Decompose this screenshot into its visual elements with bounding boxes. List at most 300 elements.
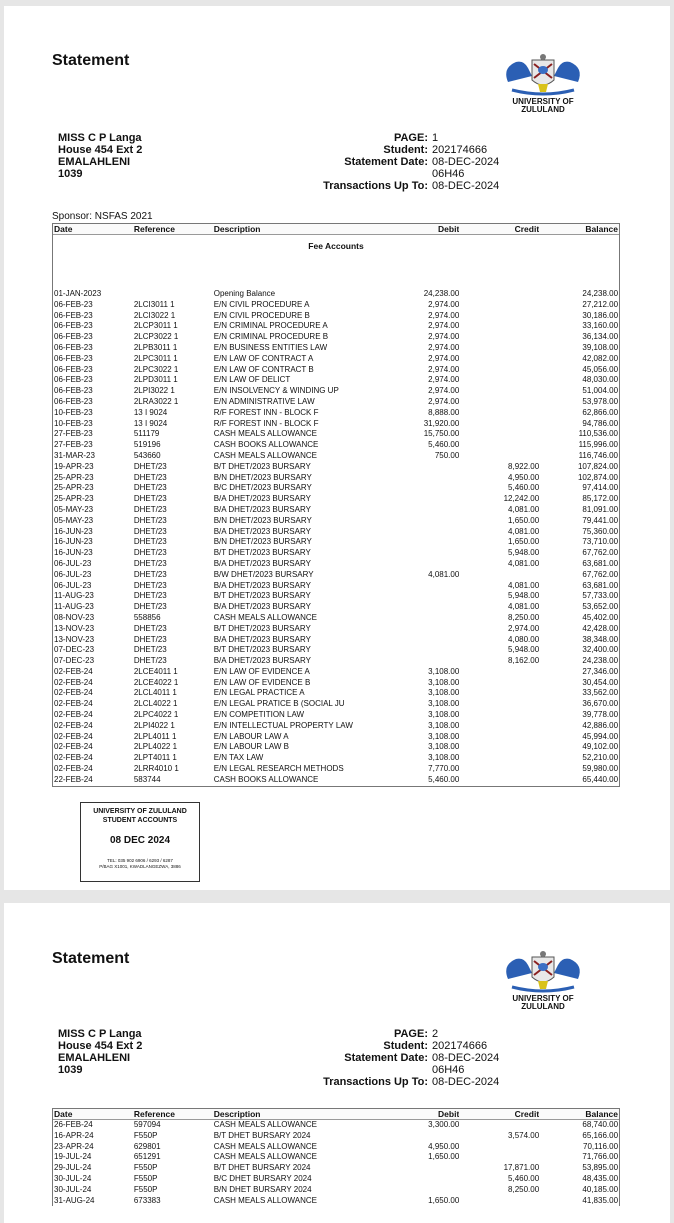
- cell-reference: 2LCI3011 1: [133, 299, 175, 309]
- cell-description: E/N ADMINISTRATIVE LAW: [213, 396, 315, 406]
- student-number: 202174666: [432, 144, 488, 156]
- cell-reference: DHET/23: [133, 645, 167, 655]
- cell-credit: 5,948.00: [508, 645, 540, 655]
- cell-description: CASH BOOKS ALLOWANCE: [213, 774, 319, 784]
- cell-date: 30-JUL-24: [54, 1184, 92, 1194]
- cell-credit: [459, 354, 539, 365]
- cell-description: E/N LEGAL PRATICE B (SOCIAL JU: [213, 699, 345, 709]
- cell-balance: 33,160.00: [582, 321, 619, 331]
- cell-description: B/N DHET BURSARY 2024: [213, 1184, 312, 1194]
- cell-credit: 8,922.00: [508, 461, 540, 471]
- header-description: Description: [213, 224, 261, 234]
- cell-date: 16-JUN-23: [54, 526, 93, 536]
- cell-balance: 102,874.00: [577, 472, 619, 482]
- cell-reference: DHET/23: [133, 602, 167, 612]
- cell-credit: 1,650.00: [508, 515, 540, 525]
- cell-date: 02-FEB-24: [54, 666, 93, 676]
- cell-balance: 38,348.00: [582, 634, 619, 644]
- cell-balance: 33,562.00: [582, 688, 619, 698]
- cell-credit: 5,948.00: [508, 591, 540, 601]
- cell-reference: 2LCI3022 1: [133, 310, 176, 320]
- cell-credit: [459, 570, 539, 581]
- cell-reference: DHET/23: [133, 515, 167, 525]
- cell-description: E/N CRIMINAL PROCEDURE B: [213, 332, 329, 342]
- cell-balance: 70,116.00: [583, 1141, 619, 1151]
- cell-debit: 2,974.00: [428, 375, 460, 385]
- cell-reference: 651291: [133, 1152, 161, 1162]
- cell-reference: DHET/23: [133, 623, 167, 633]
- table-row: [53, 656, 619, 667]
- cell-credit: [459, 678, 539, 689]
- header-reference: Reference: [133, 224, 175, 234]
- cell-balance: 75,360.00: [582, 526, 619, 536]
- cell-debit: 3,108.00: [428, 731, 460, 741]
- table-row: [53, 775, 619, 786]
- cell-reference: 2LCL4022 1: [133, 699, 178, 709]
- cell-credit: 5,460.00: [508, 1173, 540, 1183]
- transactions-upto-label: Transactions Up To:: [323, 1076, 428, 1088]
- address-block: [58, 1028, 142, 1076]
- table-body: [53, 289, 619, 786]
- cell-reference: 2LPL4022 1: [133, 742, 178, 752]
- table-row: [53, 1131, 619, 1142]
- cell-debit: 3,108.00: [428, 666, 460, 676]
- page-label: PAGE:: [393, 1028, 428, 1040]
- cell-debit: 15,750.00: [423, 429, 460, 439]
- cell-credit: [459, 688, 539, 699]
- stamp-date: 08 DEC 2024: [109, 835, 171, 846]
- cell-debit: 31,920.00: [423, 418, 460, 428]
- cell-credit: 4,081.00: [508, 558, 540, 568]
- cell-credit: 5,948.00: [508, 548, 540, 558]
- cell-date: 25-APR-23: [54, 472, 94, 482]
- cell-credit: [459, 721, 539, 732]
- table-row: [53, 321, 619, 332]
- cell-debit: [385, 613, 459, 624]
- cell-reference: DHET/23: [133, 591, 167, 601]
- cell-date: 19-JUL-24: [54, 1152, 92, 1162]
- cell-reference: 673383: [133, 1195, 161, 1205]
- stamp-line: UNIVERSITY OF ZULULAND: [93, 808, 187, 815]
- cell-credit: [459, 365, 539, 376]
- cell-description: CASH MEALS ALLOWANCE: [213, 1141, 318, 1151]
- cell-balance: 27,212.00: [582, 299, 619, 309]
- cell-description: B/T DHET/2023 BURSARY: [213, 548, 311, 558]
- table-row: [53, 678, 619, 689]
- cell-credit: [459, 1152, 539, 1163]
- cell-balance: 39,778.00: [582, 710, 619, 720]
- statement-page-1: [4, 6, 670, 890]
- statement-date: 08-DEC-2024 06H46: [432, 156, 500, 180]
- table-row: [53, 667, 619, 678]
- cell-description: B/C DHET BURSARY 2024: [213, 1173, 312, 1183]
- cell-description: B/A DHET/2023 BURSARY: [213, 504, 311, 514]
- cell-reference: DHET/23: [133, 634, 167, 644]
- stamp-address: P/BAG X1001, KWADLANGEZWA, 3886: [99, 864, 181, 869]
- cell-date: 06-FEB-23: [54, 332, 93, 342]
- header-balance: Balance: [585, 1109, 619, 1119]
- cell-date: 02-FEB-24: [54, 753, 93, 763]
- cell-credit: [459, 1142, 539, 1153]
- stamp-line: STUDENT ACCOUNTS: [102, 817, 178, 824]
- cell-reference: 2LRA3022 1: [133, 396, 179, 406]
- cell-credit: [459, 667, 539, 678]
- header-date: Date: [54, 1109, 73, 1119]
- table-body: [53, 1120, 619, 1206]
- cell-description: B/N DHET/2023 BURSARY: [213, 537, 312, 547]
- cell-date: 08-NOV-23: [54, 612, 95, 622]
- cell-debit: [385, 462, 459, 473]
- cell-credit: [459, 300, 539, 311]
- cell-debit: [385, 505, 459, 516]
- cell-debit: [385, 1174, 459, 1185]
- cell-balance: 30,186.00: [582, 310, 619, 320]
- cell-date: 22-FEB-24: [54, 774, 93, 784]
- cell-reference: DHET/23: [133, 548, 167, 558]
- cell-date: 25-APR-23: [54, 483, 94, 493]
- cell-balance: 36,670.00: [582, 699, 619, 709]
- cell-balance: 71,766.00: [582, 1152, 619, 1162]
- cell-balance: 53,895.00: [582, 1163, 619, 1173]
- cell-description: B/W DHET/2023 BURSARY: [213, 569, 314, 579]
- cell-credit: [459, 753, 539, 764]
- cell-balance: 63,681.00: [582, 558, 619, 568]
- cell-balance: 52,210.00: [582, 753, 619, 763]
- cell-credit: [459, 764, 539, 775]
- table-row: [53, 1120, 619, 1131]
- cell-description: B/T DHET/2023 BURSARY: [213, 591, 311, 601]
- cell-debit: [385, 559, 459, 570]
- cell-date: 07-DEC-23: [54, 645, 95, 655]
- cell-credit: 2,974.00: [508, 623, 540, 633]
- cell-date: 07-DEC-23: [54, 656, 95, 666]
- university-name: UNIVERSITY OF ZULULAND: [512, 994, 574, 1011]
- cell-description: B/A DHET/2023 BURSARY: [213, 602, 311, 612]
- cell-debit: 3,108.00: [428, 753, 460, 763]
- cell-reference: 2LPD3011 1: [133, 375, 178, 385]
- cell-description: B/T DHET/2023 BURSARY: [213, 461, 311, 471]
- table-row: [53, 1142, 619, 1153]
- cell-date: 30-JUL-24: [54, 1173, 92, 1183]
- cell-debit: [385, 516, 459, 527]
- cell-balance: 79,441.00: [582, 515, 619, 525]
- cell-date: 13-NOV-23: [54, 634, 95, 644]
- cell-balance: 67,762.00: [582, 569, 619, 579]
- header-debit: Debit: [438, 1109, 460, 1119]
- cell-reference: 629801: [133, 1141, 161, 1151]
- cell-debit: [385, 602, 459, 613]
- cell-balance: 116,746.00: [578, 450, 619, 460]
- cell-credit: [459, 386, 539, 397]
- page-title: Statement: [52, 52, 130, 69]
- table-row: [53, 591, 619, 602]
- cell-balance: 24,238.00: [582, 656, 619, 666]
- cell-credit: 5,460.00: [508, 483, 540, 493]
- cell-date: 16-JUN-23: [54, 548, 93, 558]
- cell-date: 10-FEB-23: [54, 407, 93, 417]
- table-row: [53, 332, 619, 343]
- table-row: [53, 343, 619, 354]
- table-row: [53, 635, 619, 646]
- cell-reference: 2LPC3022 1: [133, 364, 179, 374]
- cell-date: 06-JUL-23: [54, 580, 92, 590]
- cell-reference: 511179: [133, 429, 160, 439]
- student-number: 202174666: [432, 1040, 488, 1052]
- cell-credit: [459, 1120, 539, 1131]
- cell-reference: F550P: [133, 1163, 158, 1173]
- table-row: [53, 1185, 619, 1196]
- table-row: [53, 300, 619, 311]
- cell-date: 19-APR-23: [54, 461, 94, 471]
- cell-balance: 68,740.00: [582, 1120, 619, 1129]
- cell-debit: 3,108.00: [428, 699, 460, 709]
- cell-credit: [459, 397, 539, 408]
- cell-balance: 85,172.00: [582, 494, 619, 504]
- cell-balance: 45,402.00: [582, 612, 619, 622]
- cell-debit: [385, 1131, 459, 1142]
- cell-debit: [385, 494, 459, 505]
- cell-balance: 42,886.00: [582, 720, 619, 730]
- cell-debit: [385, 635, 459, 646]
- table-row: [53, 527, 619, 538]
- cell-credit: [459, 710, 539, 721]
- cell-balance: 49,102.00: [582, 742, 619, 752]
- stamp-tel: TEL: 035 902 6906 / 6293 / 6287: [107, 858, 173, 863]
- cell-credit: [459, 343, 539, 354]
- cell-credit: 4,080.00: [508, 634, 540, 644]
- cell-debit: 1,650.00: [428, 1152, 460, 1162]
- cell-balance: 48,435.00: [582, 1173, 619, 1183]
- cell-description: E/N CIVIL PROCEDURE B: [213, 310, 310, 320]
- cell-debit: 2,974.00: [428, 364, 460, 374]
- address-line: House 454 Ext 2: [58, 1040, 143, 1052]
- cell-debit: [385, 624, 459, 635]
- cell-debit: 3,108.00: [428, 688, 460, 698]
- address-line: House 454 Ext 2: [58, 144, 143, 156]
- cell-description: E/N LAW OF EVIDENCE B: [213, 677, 311, 687]
- statement-date-label: Statement Date:: [344, 1052, 428, 1064]
- table-row: [53, 581, 619, 592]
- cell-reference: F550P: [133, 1184, 158, 1194]
- cell-description: B/T DHET BURSARY 2024: [213, 1163, 311, 1173]
- cell-credit: 8,162.00: [508, 656, 540, 666]
- cell-reference: 597094: [133, 1120, 161, 1129]
- cell-description: CASH MEALS ALLOWANCE: [213, 1195, 318, 1205]
- cell-reference: DHET/23: [133, 461, 167, 471]
- cell-balance: 45,994.00: [582, 731, 619, 741]
- cell-balance: 65,166.00: [582, 1130, 619, 1140]
- cell-debit: 24,238.00: [423, 289, 460, 298]
- cell-balance: 62,866.00: [582, 407, 619, 417]
- cell-balance: 110,536.00: [578, 429, 619, 439]
- cell-date: 02-FEB-24: [54, 742, 93, 752]
- cell-debit: 3,108.00: [428, 677, 460, 687]
- cell-debit: [385, 656, 459, 667]
- cell-reference: F550P: [133, 1173, 158, 1183]
- cell-reference: 583744: [133, 774, 161, 784]
- cell-credit: [459, 419, 539, 430]
- cell-reference: [134, 289, 214, 300]
- cell-debit: [385, 1185, 459, 1196]
- cell-debit: [385, 581, 459, 592]
- cell-credit: [459, 775, 539, 786]
- cell-balance: 24,238.00: [582, 289, 619, 298]
- cell-reference: 543660: [133, 450, 161, 460]
- table-header: [53, 224, 619, 235]
- cell-debit: 2,974.00: [428, 342, 460, 352]
- cell-credit: [459, 699, 539, 710]
- cell-reference: 2LCE4011 1: [133, 666, 178, 676]
- table-row: [53, 505, 619, 516]
- cell-date: 05-MAY-23: [54, 515, 94, 525]
- table-row: [53, 742, 619, 753]
- cell-date: 06-FEB-23: [54, 396, 93, 406]
- cell-description: E/N LEGAL RESEARCH METHODS: [213, 764, 344, 774]
- address-block: [58, 132, 142, 180]
- cell-date: 16-JUN-23: [54, 537, 93, 547]
- cell-debit: [385, 473, 459, 484]
- table-row: [53, 645, 619, 656]
- cell-debit: [385, 1163, 459, 1174]
- cell-credit: 4,081.00: [508, 580, 540, 590]
- fee-accounts-heading: Fee Accounts: [308, 241, 364, 251]
- cell-description: E/N LABOUR LAW A: [213, 731, 289, 741]
- cell-date: 06-JUL-23: [54, 558, 92, 568]
- cell-reference: 2LPI3022 1: [133, 386, 175, 396]
- cell-debit: [385, 483, 459, 494]
- cell-description: E/N LABOUR LAW B: [213, 742, 289, 752]
- cell-credit: 1,650.00: [508, 537, 540, 547]
- table-row: [53, 365, 619, 376]
- cell-debit: 4,081.00: [428, 569, 460, 579]
- cell-description: E/N INTELLECTUAL PROPERTY LAW: [213, 720, 353, 730]
- cell-credit: 8,250.00: [508, 1184, 540, 1194]
- cell-reference: DHET/23: [133, 472, 167, 482]
- header-date: Date: [54, 224, 73, 234]
- cell-debit: 5,460.00: [428, 440, 460, 450]
- cell-reference: 13 I 9024: [133, 407, 168, 417]
- address-line: EMALAHLENI: [58, 156, 131, 168]
- cell-balance: 42,082.00: [582, 353, 619, 363]
- transactions-table: [52, 1108, 620, 1206]
- cell-balance: 36,134.00: [582, 332, 619, 342]
- cell-balance: 81,091.00: [582, 504, 619, 514]
- cell-debit: 3,300.00: [428, 1120, 460, 1129]
- cell-debit: [385, 591, 459, 602]
- cell-credit: [459, 429, 539, 440]
- cell-debit: 2,974.00: [428, 299, 460, 309]
- crest-icon: [494, 54, 592, 98]
- cell-debit: 2,974.00: [428, 332, 460, 342]
- cell-description: E/N TAX LAW: [213, 753, 264, 763]
- table-row: [53, 613, 619, 624]
- cell-credit: 8,250.00: [508, 612, 540, 622]
- cell-description: B/N DHET/2023 BURSARY: [213, 515, 312, 525]
- cell-balance: 53,978.00: [582, 396, 619, 406]
- transactions-table: [52, 223, 620, 787]
- cell-date: 02-FEB-24: [54, 720, 93, 730]
- cell-date: 06-FEB-23: [54, 375, 93, 385]
- cell-reference: 519196: [133, 440, 161, 450]
- cell-credit: 4,081.00: [508, 602, 540, 612]
- cell-reference: 558856: [133, 612, 161, 622]
- table-row: [53, 494, 619, 505]
- cell-date: 10-FEB-23: [54, 418, 93, 428]
- table-row: [53, 570, 619, 581]
- cell-balance: 51,004.00: [582, 386, 619, 396]
- university-logo: [494, 951, 592, 1017]
- cell-date: 27-FEB-23: [54, 440, 93, 450]
- header-credit: Credit: [514, 1109, 540, 1119]
- page-label: PAGE:: [393, 132, 428, 144]
- transactions-upto-date: 08-DEC-2024: [432, 180, 500, 192]
- cell-debit: 3,108.00: [428, 710, 460, 720]
- cell-date: 26-FEB-24: [54, 1120, 93, 1129]
- university-name: UNIVERSITY OF ZULULAND: [512, 97, 574, 114]
- table-row: [53, 473, 619, 484]
- cell-description: E/N LAW OF CONTRACT A: [213, 353, 314, 363]
- cell-credit: [459, 742, 539, 753]
- table-row: [53, 688, 619, 699]
- cell-balance: 63,681.00: [582, 580, 619, 590]
- cell-credit: [459, 311, 539, 322]
- cell-date: 06-FEB-23: [54, 342, 93, 352]
- cell-description: CASH MEALS ALLOWANCE: [213, 1152, 318, 1162]
- table-row: [53, 440, 619, 451]
- cell-date: 13-NOV-23: [54, 623, 95, 633]
- statement-page-2: [4, 903, 670, 1223]
- cell-description: E/N LAW OF EVIDENCE A: [213, 666, 310, 676]
- header-reference: Reference: [133, 1109, 175, 1119]
- cell-balance: 32,400.00: [582, 645, 619, 655]
- cell-date: 02-FEB-24: [54, 710, 93, 720]
- cell-reference: DHET/23: [133, 526, 167, 536]
- header-credit: Credit: [514, 224, 540, 234]
- table-row: [53, 397, 619, 408]
- table-row: [53, 1163, 619, 1174]
- page-title: Statement: [52, 950, 130, 967]
- cell-balance: 59,980.00: [582, 764, 619, 774]
- cell-description: B/A DHET/2023 BURSARY: [213, 634, 311, 644]
- cell-reference: 13 I 9024: [133, 418, 168, 428]
- table-row: [53, 1196, 619, 1207]
- cell-date: 02-FEB-24: [54, 677, 93, 687]
- cell-credit: [459, 440, 539, 451]
- cell-description: B/A DHET/2023 BURSARY: [213, 558, 311, 568]
- cell-debit: 2,974.00: [428, 386, 460, 396]
- cell-debit: 2,974.00: [428, 396, 460, 406]
- cell-credit: [459, 732, 539, 743]
- student-label: Student:: [383, 144, 428, 156]
- table-row: [53, 537, 619, 548]
- cell-description: B/A DHET/2023 BURSARY: [213, 494, 311, 504]
- table-row: [53, 1174, 619, 1185]
- table-row: [53, 721, 619, 732]
- cell-reference: DHET/23: [133, 656, 167, 666]
- cell-reference: 2LCL4011 1: [133, 688, 177, 698]
- cell-debit: 1,650.00: [428, 1195, 460, 1205]
- cell-balance: 97,414.00: [582, 483, 619, 493]
- cell-description: E/N LAW OF DELICT: [213, 375, 291, 385]
- cell-credit: [459, 332, 539, 343]
- table-row: [53, 419, 619, 430]
- cell-balance: 27,346.00: [582, 666, 619, 676]
- cell-description: CASH MEALS ALLOWANCE: [213, 450, 318, 460]
- cell-date: 06-FEB-23: [54, 353, 93, 363]
- table-row: [53, 311, 619, 322]
- table-row: [53, 408, 619, 419]
- cell-description: E/N COMPETITION LAW: [213, 710, 305, 720]
